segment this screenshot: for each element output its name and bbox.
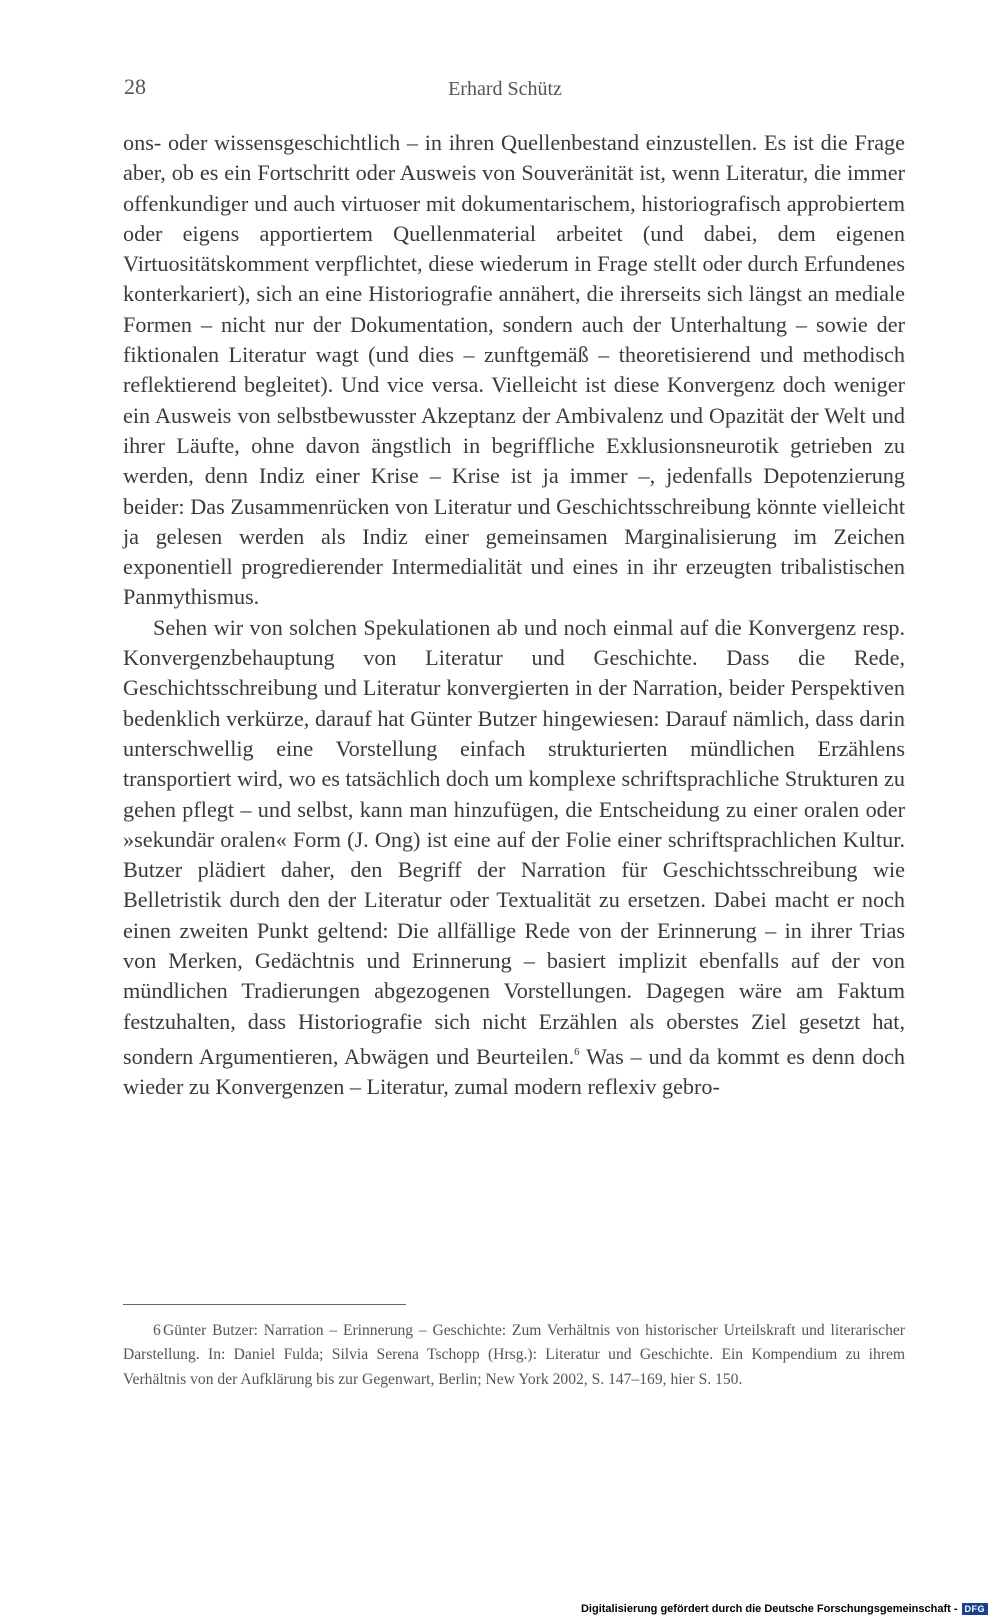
paragraph-text: Was – und da kommt es denn doch wieder zu Konvergenzen – Literatur, zumal modern reflexiv gebro- [123,1043,906,1100]
digitization-credit [581,1603,988,1615]
page-number: 28 [124,74,146,99]
running-head: Erhard Schütz [448,78,562,100]
footnote-number: 6 [153,1322,161,1339]
footnote-marker: 6 [574,1045,580,1058]
paragraph: ons- oder wissensgeschichtlich – in ihren Quellenbestand einzustellen. Es ist die Frage aber, ob es ein Fortschritt oder Ausweis von Souveränität ist, wenn Literatur, die immer offenkundiger und auch virtuoser mit dokumentarischem, historiografisch approbiertem oder eigens apportiertem Quellenmaterial arbeitet (und dabei, dem eigenen Virtuositätskomment verpflichtet, diese wiederum in Frage stellt oder durch Erfundenes konterkariert), sich an eine Historiografie annähert, die ihrerseits sich längst an mediale Formen – nicht nur der Dokumentation, sondern auch der Unterhaltung – sowie der fiktionalen Literatur wagt (und dies – zunftgemäß – theoretisierend und methodisch reflektierend begleitet). Und vice versa. Vielleicht ist diese Konvergenz doch weniger ein Ausweis von selbstbewusster Akzeptanz der Ambivalenz und Opazität der Welt und ihrer Läufte, ohne davon ängstlich in begriffliche Exklusionsneurotik getrieben zu werden, denn Indiz einer Krise – Krise ist ja immer –, jedenfalls Depotenzierung beider: Das Zusammenrücken von Literatur und Geschichtsschreibung könnte vielleicht ja gelesen werden als Indiz einer gemeinsamen Marginalisierung im Zeichen exponentiell progredierender Intermedialität und eines in ihr erzeugten tribalistischen Panmythismus. [123,130,905,610]
paragraph-text: Sehen wir von solchen Spekulationen ab und noch einmal auf die Konvergenz resp. Konvergenzbehauptung von Literatur und Geschichte. Dass die Rede, Geschichtsschreibung und Literatur konvergierten in der Narration, beider Perspektiven bedenklich verkürze, darauf hat Günter Butzer hingewiesen: Darauf nämlich, dass darin unterschwellig eine Vorstellung einfach strukturierten mündlichen Erzählens transportiert wird, wo es tatsächlich doch um komplexe schriftsprachliche Strukturen zu gehen pflegt – und selbst, kann man hinzufügen, die Entscheidung zu einer oralen oder »sekundär oralen« Form (J. Ong) ist eine auf der Folie einer schriftsprachlichen Kultur. Butzer plädiert daher, den Begriff der Narration für Geschichtsschreibung wie Belletristik durch den der Literatur oder Textualität zu ersetzen. Dabei macht er noch einen zweiten Punkt geltend: Die allfällige Rede von der Erinnerung – in ihrer Trias von Merken, Gedächtnis und Erinnerung – basiert implizit ebenfalls auf der von mündlichen Tradierungen abgezogenen Vorstellungen. Dagegen wäre am Faktum festzuhalten, dass Historiografie sich nicht Erzählen als oberstes Ziel gesetzt hat, sondern Argumentieren, Abwägen und Beurteilen. [123,614,905,1069]
dfg-logo: DFG [962,1603,989,1615]
paragraph [123,613,905,1103]
footnote-divider [123,1304,406,1305]
credit-text: Digitalisierung gefördert durch die Deutsche Forschungsgemeinschaft - [580,1603,958,1615]
footnote-text: Günter Butzer: Narration – Erinnerung – Geschichte: Zum Verhältnis von historischer Urteilskraft und literarischer Darstellung. In: Daniel Fulda; Silvia Serena Tschopp (Hrsg.): Literatur und Geschichte. Ein Kompendium zu ihrem Verhältnis von der Aufklärung bis zur Gegenwart, Berlin; New York 2002, S. 147–169, hier S. 150. [123,1322,905,1388]
body-text [123,128,905,1103]
footnote [123,1319,905,1392]
